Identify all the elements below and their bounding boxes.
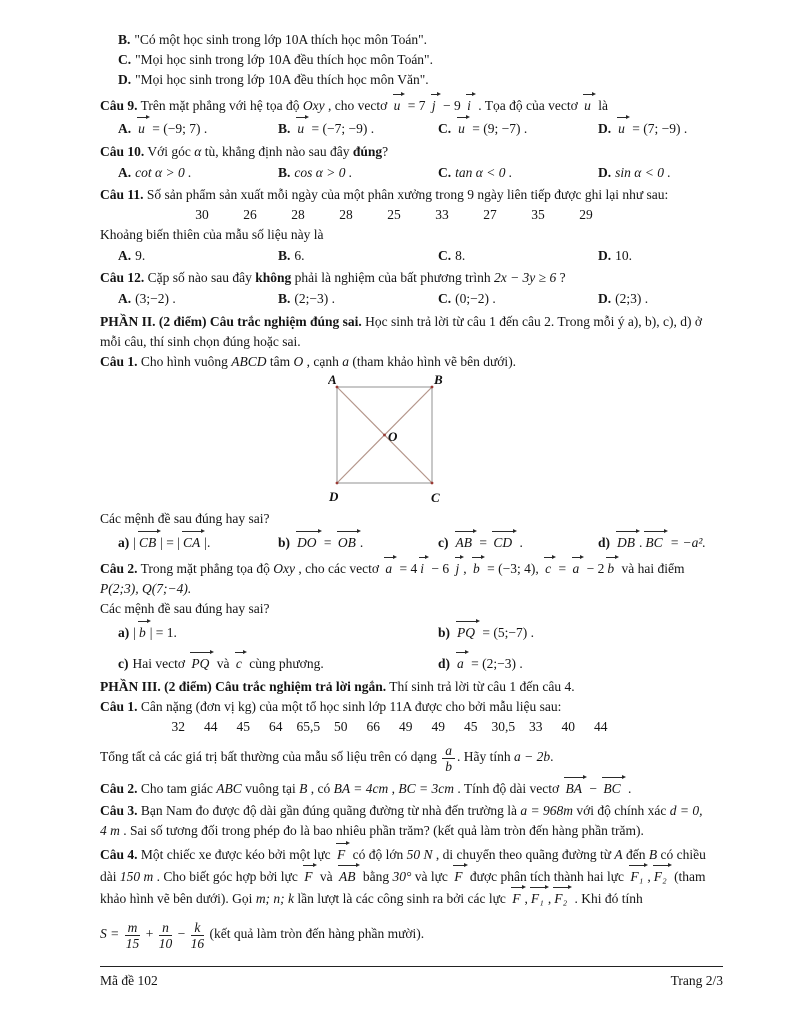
question-number: Câu 9. [100,98,138,113]
question-number: Câu 1. [100,699,138,714]
item-b: b) DO = OB . [278,531,438,553]
label-b: B [434,375,443,387]
vertex-dot-c [431,482,434,485]
option-b: B. 6. [278,248,305,263]
vector-f1: F₁ [628,865,646,887]
math-150m: 150 m [119,869,154,884]
math-abc: ABC [216,781,242,796]
option-text: "Có một học sinh trong lớp 10A thích học môn Toán". [134,32,427,47]
option-line-b [100,30,712,50]
math-d-04m: d = 0, 4 m [100,803,703,838]
question-number: Câu 1. [100,354,138,369]
math-text: − 9 [439,98,465,113]
vector-bc: BC [643,531,665,553]
question-number: Câu 11. [100,187,144,202]
fraction-k-16: $\frac{k}{16}$ [190,920,205,951]
stem-text: , cho vectơ [324,98,388,113]
math-points: P(2;3), Q(7;−4). [100,581,192,596]
fraction-numerator: a [442,743,455,759]
option-c: C. u = (9; −7) . [438,117,598,139]
part-3-heading: PHẦN III. (2 điểm) Câu trắc nghiệm trả lời ngắn. Thí sinh trả lời từ câu 1 đến câu 4. [100,679,575,694]
question-11-stem: Câu 11. Số sản phẩm sản xuất mỗi ngày của một phân xưởng trong 9 ngày liên tiếp được ghi lại như sau: [100,187,669,202]
label-c: C [431,490,440,505]
option-a: A. u = (−9; 7) . [118,117,278,139]
p2-question-1-stem: Câu 1. Cho hình vuông ABCD tâm O , cạnh a (tham khảo hình vẽ bên dưới). [100,354,517,369]
p3-question-4: Câu 4. Một chiếc xe được kéo bởi một lực F có độ lớn 50 N , di chuyển theo quãng đường từ A đến B có chiều dài 150 m . Cho biết góc hợp bởi lực F và AB bằng 30° và lực F được phân tích thành hai lực F₁ , F₂ (tham khảo hình vẽ bên dưới). Gọi m; n; k lần lượt là các công sinh ra bởi các lực F , F₁ , F₂ . Khi đó tính [100,843,712,909]
emphasis: không [255,270,292,285]
fraction-n-10: $\frac{n}{10}$ [158,920,173,951]
math-bc: BC = 3cm [398,781,454,796]
vector-f2: F₂ [552,887,570,909]
vector-j: j [454,557,463,579]
item-c: c) Hai vectơ PQ và c cùng phương. [118,652,438,674]
vertex-dot-b [431,386,434,389]
data-values-row: 30 26 28 28 25 33 27 35 29 [195,207,593,222]
math-text: = 7 [404,98,429,113]
vector-f: F [452,865,465,887]
vector-u: u [295,117,307,139]
vector-b: b [137,621,149,643]
vector-cd: CD [491,531,515,553]
option-a: A. (3;−2) . [118,291,176,306]
item-a: a) | CB | = | CA |. [118,531,278,553]
vector-a: a [383,557,395,579]
option-c: C. (0;−2) . [438,291,496,306]
vector-u: u [616,117,628,139]
question-12-stem: Câu 12. Cặp số nào sau đây không phải là nghiệm của bất phương trình 2x − 3y ≥ 6 ? [100,270,566,285]
math-abcd: ABCD [231,354,267,369]
option-b: B. (2;−3) . [278,291,335,306]
question-number: Câu 12. [100,270,145,285]
vector-f1: F₁ [529,887,547,909]
p2-q2-items-row2 [100,652,712,674]
p2-q2-points [100,579,712,599]
question-number: Câu 3. [100,803,138,818]
square-abcd-diagram [328,375,478,505]
exam-content [100,30,712,953]
center-dot-o [383,434,386,437]
item-c: c) AB = CD . [438,531,598,553]
vector-ba: BA [563,777,585,799]
p2-q2-ask: Các mệnh đề sau đúng hay sai? [100,601,270,616]
vector-j: j [430,94,439,116]
item-d: d) DB . BC = −a². [598,531,712,553]
fraction-m-15: $\frac{m}{15}$ [125,920,140,951]
question-10-stem: Câu 10. Với góc α tù, khẳng định nào sau đây đúng? [100,144,389,159]
stem-text: là [598,98,609,113]
math-inequality: 2x − 3y ≥ 6 [493,270,557,285]
p3-question-1-stem: Câu 1. Cân nặng (đơn vị kg) của một tổ học sinh lớp 11A được cho bởi mẫu liệu sau: [100,699,562,714]
p2-q1-ask: Các mệnh đề sau đúng hay sai? [100,511,270,526]
page-footer [100,966,723,991]
data-values-row: 32 44 45 64 65,5 50 66 49 49 45 30,5 33 40 44 [171,719,608,734]
vector-ob: OB [336,531,359,553]
p3-question-3: Câu 3. Bạn Nam đo được độ dài gần đúng quãng đường từ nhà đến trường là a = 968m với độ chính xác d = 0, 4 m . Sai số tương đối trong phép đo là bao nhiêu phần trăm? (kết quả làm tròn đến hàng phần trăm). [100,803,703,838]
vector-u: u [582,94,594,116]
math-a-2b: a − 2b [513,749,551,764]
vector-ab: AB [454,531,476,553]
question-9-stem [100,94,712,116]
vector-u: u [136,117,148,139]
stem-text: Trên mặt phẳng với hệ tọa độ [140,98,300,113]
math-a-968m: a = 968m [520,803,573,818]
math-point-a: A [614,847,623,862]
vector-db: DB [615,531,638,553]
exam-code: Mã đề 102 [100,973,158,988]
question-number: Câu 2. [100,561,138,576]
vector-a: a [571,557,583,579]
option-a: A. 9. [118,248,146,263]
option-label: B. [118,32,131,47]
option-b: B. cos α > 0 . [278,165,353,180]
math-oxy: Oxy [302,98,325,113]
p2-q2-items-row1 [100,621,712,643]
vector-f: F [302,865,315,887]
item-d: d) a = (2;−3) . [438,652,712,674]
math-a: a [342,354,350,369]
label-a: A [328,375,337,387]
fraction-denominator: b [445,759,452,774]
vector-c: c [543,557,554,579]
question-number: Câu 2. [100,781,138,796]
vector-pq: PQ [189,652,212,674]
vector-pq: PQ [455,621,478,643]
math-alpha: α [194,144,202,159]
math-o: O [293,354,304,369]
stem-text: . Tọa độ của vectơ [474,98,578,113]
item-b: b) PQ = (5;−7) . [438,621,712,643]
question-number: Câu 10. [100,144,145,159]
question-12-options [100,289,712,309]
emphasis: đúng [352,144,383,159]
vector-u: u [456,117,468,139]
item-a: a) | b | = 1. [118,621,438,643]
square-figure [328,375,478,505]
vector-b: b [605,557,617,579]
option-d: D. sin α < 0 . [598,165,671,180]
vector-f: F [335,843,348,865]
option-label: D. [118,72,132,87]
math-b: B [299,781,308,796]
math-mnk: m; n; k [255,891,295,906]
option-d: D. (2;3) . [598,291,649,306]
option-a: A. cot α > 0 . [118,165,192,180]
label-d: D [329,489,339,504]
part-2-heading: PHẦN II. (2 điểm) Câu trắc nghiệm đúng sai. Học sinh trả lời từ câu 1 đến câu 2. Trong mỗi ý a), b), c), d) ở mỗi câu, thí sinh chọn đúng hoặc sai. [100,314,703,349]
math-30deg: 30° [392,869,412,884]
p2-q1-items [100,531,712,553]
vector-do: DO [295,531,320,553]
vector-f: F [510,887,523,909]
option-text: "Mọi học sinh trong lớp 10A đều thích học môn Văn". [135,72,429,87]
math-50n: 50 N [406,847,433,862]
math-oxy: Oxy [273,561,296,576]
math-ba: BA = 4cm [333,781,389,796]
option-c: C. 8. [438,248,466,263]
math-point-b: B [648,847,658,862]
vector-u: u [392,94,404,116]
p3-question-2-stem: Câu 2. Cho tam giác ABC vuông tại B , có BA = 4cm , BC = 3cm . Tính độ dài vectơ BA − BC . [100,777,712,799]
vector-bc: BC [601,777,623,799]
option-label: C. [118,52,132,67]
p3-q1-task: Tổng tất cả các giá trị bất thường của mẫu số liệu trên có dạng $\frac{a}{b}$ . Hãy tính a − 2b. [100,743,554,774]
option-c: C. tan α < 0 . [438,165,513,180]
vector-ca: CA [181,531,203,553]
vector-i: i [418,557,427,579]
question-number: Câu 4. [100,847,138,862]
question-10-options [100,163,712,183]
vector-i: i [465,94,474,116]
vector-cb: CB [137,531,159,553]
fraction-a-b [440,743,457,774]
vertex-dot-d [336,482,339,485]
question-9-options [100,117,712,139]
question-11-options [100,246,712,266]
option-line-d [100,70,712,90]
page-number: Trang 2/3 [670,973,723,988]
question-11-text2: Khoảng biến thiên của mẫu số liệu này là [100,227,324,242]
vector-ab: AB [337,865,359,887]
math-s: S = [100,926,123,941]
p2-question-2-stem: Câu 2. Trong mặt phẳng tọa độ Oxy , cho các vectơ a = 4 i − 6 j , b = (−3; 4), c = a − 2 b và hai điểm [100,557,712,579]
option-text: "Mọi học sinh trong lớp 10A đều thích học môn Toán". [135,52,433,67]
option-b: B. u = (−7; −9) . [278,117,438,139]
option-line-c [100,50,712,70]
vector-b: b [471,557,483,579]
vector-f2: F₂ [652,865,670,887]
vector-c: c [234,652,245,674]
vector-a: a [455,652,467,674]
option-d: D. u = (7; −9) . [598,117,712,139]
option-d: D. 10. [598,248,632,263]
p3-q4-formula: S = $\frac{m}{15}$ + $\frac{n}{10}$ − $\frac{k}{16}$ (kết quả làm tròn đến hàng phần mười). [100,920,425,951]
label-o: O [388,429,398,444]
